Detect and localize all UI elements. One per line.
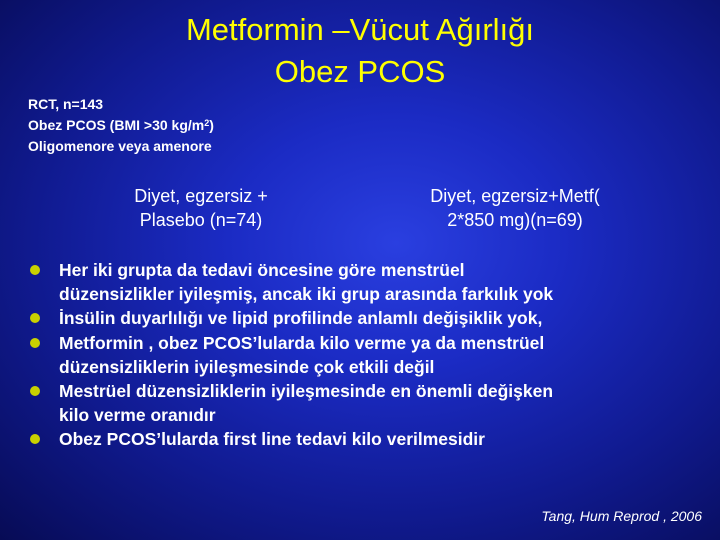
- bullet-dot-icon: [30, 313, 40, 323]
- bullet-dot-icon: [30, 265, 40, 275]
- finding-item: [30, 258, 702, 306]
- metformin-group: [400, 184, 630, 232]
- finding-line: düzensizlikler iyileşmiş, ancak iki grup arasında farkılık yok: [59, 284, 554, 305]
- placebo-group-line1: Diyet, egzersiz +: [134, 186, 268, 206]
- finding-line: Her iki grupta da tedavi öncesine göre menstrüel: [59, 260, 465, 280]
- finding-line: Obez PCOS’lularda first line tedavi kilo verilmesidir: [59, 429, 485, 450]
- finding-line: İnsülin duyarlılığı ve lipid profilinde anlamlı değişiklik yok,: [59, 308, 543, 329]
- study-population: [28, 115, 214, 136]
- citation: Tang, Hum Reprod , 2006: [541, 508, 702, 524]
- finding-item: [30, 379, 702, 427]
- study-design: RCT, n=143: [28, 96, 104, 112]
- findings-list: [30, 258, 702, 452]
- placebo-group: [96, 184, 306, 232]
- slide-title-line2: Obez PCOS: [274, 54, 446, 89]
- treatment-groups: [0, 184, 720, 240]
- finding-item: [30, 306, 702, 330]
- placebo-group-line2: Plasebo (n=74): [139, 210, 263, 230]
- finding-line: Mestrüel düzensizliklerin iyileşmesinde en önemli değişken: [59, 381, 554, 402]
- metformin-group-line2: 2*850 mg)(n=69): [447, 210, 583, 230]
- study-population-close: ): [209, 117, 214, 133]
- slide-title-line1: Metformin –Vücut Ağırlığı: [185, 12, 535, 47]
- bullet-dot-icon: [30, 338, 40, 348]
- bullet-dot-icon: [30, 386, 40, 396]
- study-population-text: Obez PCOS (BMI >30 kg/m: [28, 117, 205, 133]
- finding-line: Metformin , obez PCOS’lularda kilo verme ya da menstrüel: [59, 332, 545, 353]
- metformin-group-line1: Diyet, egzersiz+Metf(: [430, 186, 600, 206]
- bullet-dot-icon: [30, 434, 40, 444]
- finding-line: kilo verme oranıdır: [59, 405, 216, 426]
- bmi-unit-exponent: 2: [204, 118, 210, 128]
- study-inclusion: Oligomenore veya amenore: [28, 138, 212, 154]
- finding-line: düzensizliklerin iyileşmesinde çok etkili değil: [59, 356, 435, 377]
- study-info: [28, 94, 214, 157]
- finding-item: [30, 427, 702, 451]
- finding-item: [30, 331, 702, 379]
